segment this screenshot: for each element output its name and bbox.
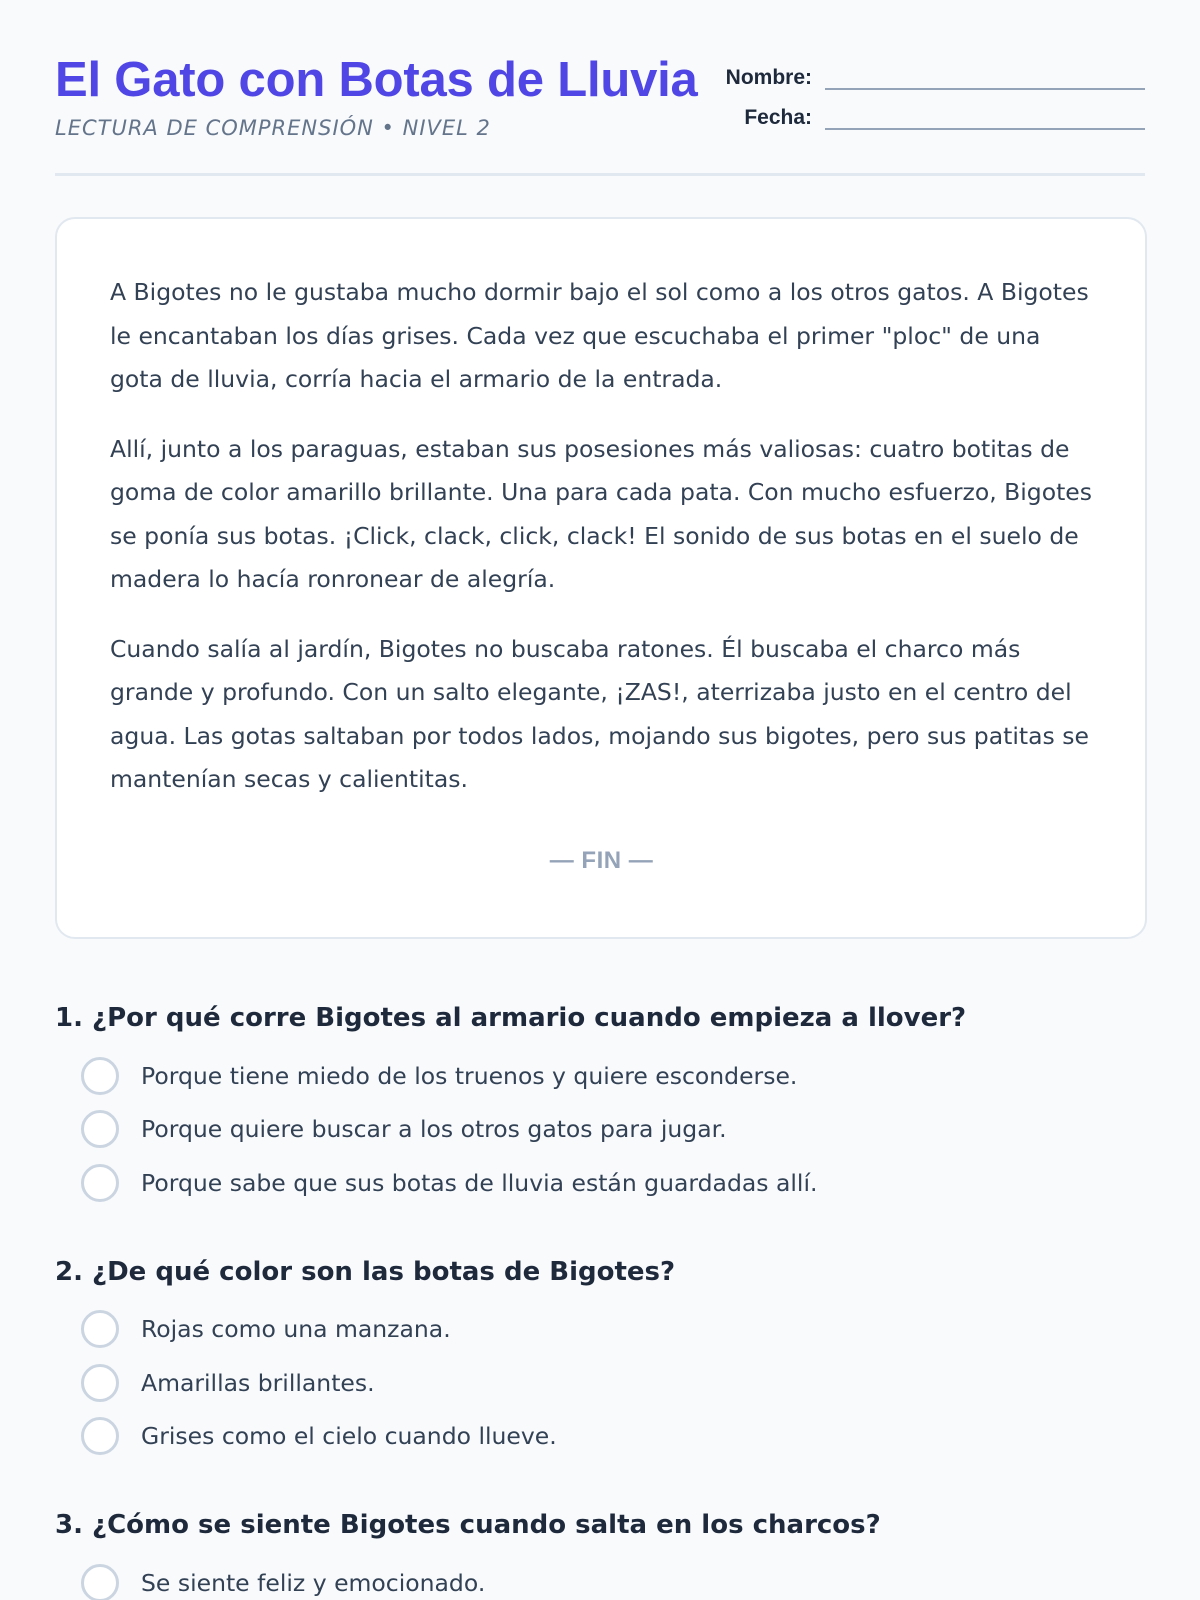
- question-text: 1. ¿Por qué corre Bigotes al armario cuando empieza a llover?: [55, 1003, 967, 1033]
- answer-label[interactable]: Porque sabe que sus botas de lluvia están guardadas allí.: [141, 1168, 818, 1197]
- radio-button[interactable]: [81, 1057, 119, 1095]
- radio-button[interactable]: [81, 1110, 119, 1148]
- worksheet-header: [55, 0, 1145, 176]
- question-1: [55, 996, 1147, 1210]
- answer-option[interactable]: [55, 1556, 1147, 1600]
- story-end-marker: — FIN —: [549, 846, 654, 874]
- name-field[interactable]: [726, 66, 1145, 90]
- radio-button[interactable]: [81, 1364, 119, 1402]
- question-3: [55, 1503, 1147, 1600]
- answer-option[interactable]: [55, 1103, 1147, 1157]
- answer-option[interactable]: [55, 1303, 1147, 1357]
- answer-label[interactable]: Amarillas brillantes.: [141, 1368, 375, 1397]
- story-paragraph: Allí, junto a los paraguas, estaban sus posesiones más valiosas: cuatro botitas de goma de color amarillo brillante. Una para cada pata. Con mucho esfuerzo, Bigotes se ponía sus botas. ¡Click, clack, click, clack! El sonido de sus botas en el suelo de madera lo hacía ronronear de alegría.: [110, 434, 1092, 593]
- question-text: 2. ¿De qué color son las botas de Bigotes?: [55, 1256, 676, 1287]
- date-input-line[interactable]: [825, 110, 1145, 130]
- radio-button[interactable]: [81, 1164, 119, 1202]
- answer-label[interactable]: Se siente feliz y emocionado.: [141, 1568, 486, 1597]
- question-text: 3. ¿Cómo se siente Bigotes cuando salta en los charcos?: [55, 1510, 881, 1540]
- answer-label[interactable]: Rojas como una manzana.: [141, 1315, 451, 1344]
- story-paragraph: Cuando salía al jardín, Bigotes no buscaba ratones. Él buscaba el charco más grande y profundo. Con un salto elegante, ¡ZAS!, aterrizaba justo en el centro del agua. Las gotas saltaban por todos lados, mojando sus bigotes, pero sus patitas se mantenían secas y calientitas.: [110, 634, 1089, 793]
- radio-button[interactable]: [81, 1417, 119, 1455]
- radio-button[interactable]: [81, 1310, 119, 1348]
- questions-section: [55, 996, 1147, 1600]
- name-label: Nombre:: [725, 66, 812, 89]
- page-title: El Gato con Botas de Lluvia: [55, 53, 698, 107]
- date-label: Fecha:: [744, 106, 812, 129]
- answer-label[interactable]: Porque quiere buscar a los otros gatos para jugar.: [141, 1115, 727, 1144]
- answer-label[interactable]: Porque tiene miedo de los truenos y quiere esconderse.: [141, 1061, 798, 1090]
- date-field[interactable]: [744, 106, 1145, 130]
- answer-option[interactable]: [55, 1410, 1147, 1464]
- story-paragraph: A Bigotes no le gustaba mucho dormir bajo el sol como a los otros gatos. A Bigotes le encantaban los días grises. Cada vez que escuchaba el primer "ploc" de una gota de lluvia, corría hacia el armario de la entrada.: [110, 278, 1089, 393]
- answer-label[interactable]: Grises como el cielo cuando llueve.: [141, 1422, 557, 1451]
- question-2: [55, 1250, 1147, 1464]
- answer-option[interactable]: [55, 1156, 1147, 1210]
- answer-option[interactable]: [55, 1049, 1147, 1103]
- name-input-line[interactable]: [825, 70, 1145, 90]
- story-card: [55, 217, 1147, 939]
- radio-button[interactable]: [81, 1564, 119, 1600]
- answer-option[interactable]: [55, 1356, 1147, 1410]
- page-subtitle: LECTURA DE COMPRENSIÓN • NIVEL 2: [55, 116, 491, 140]
